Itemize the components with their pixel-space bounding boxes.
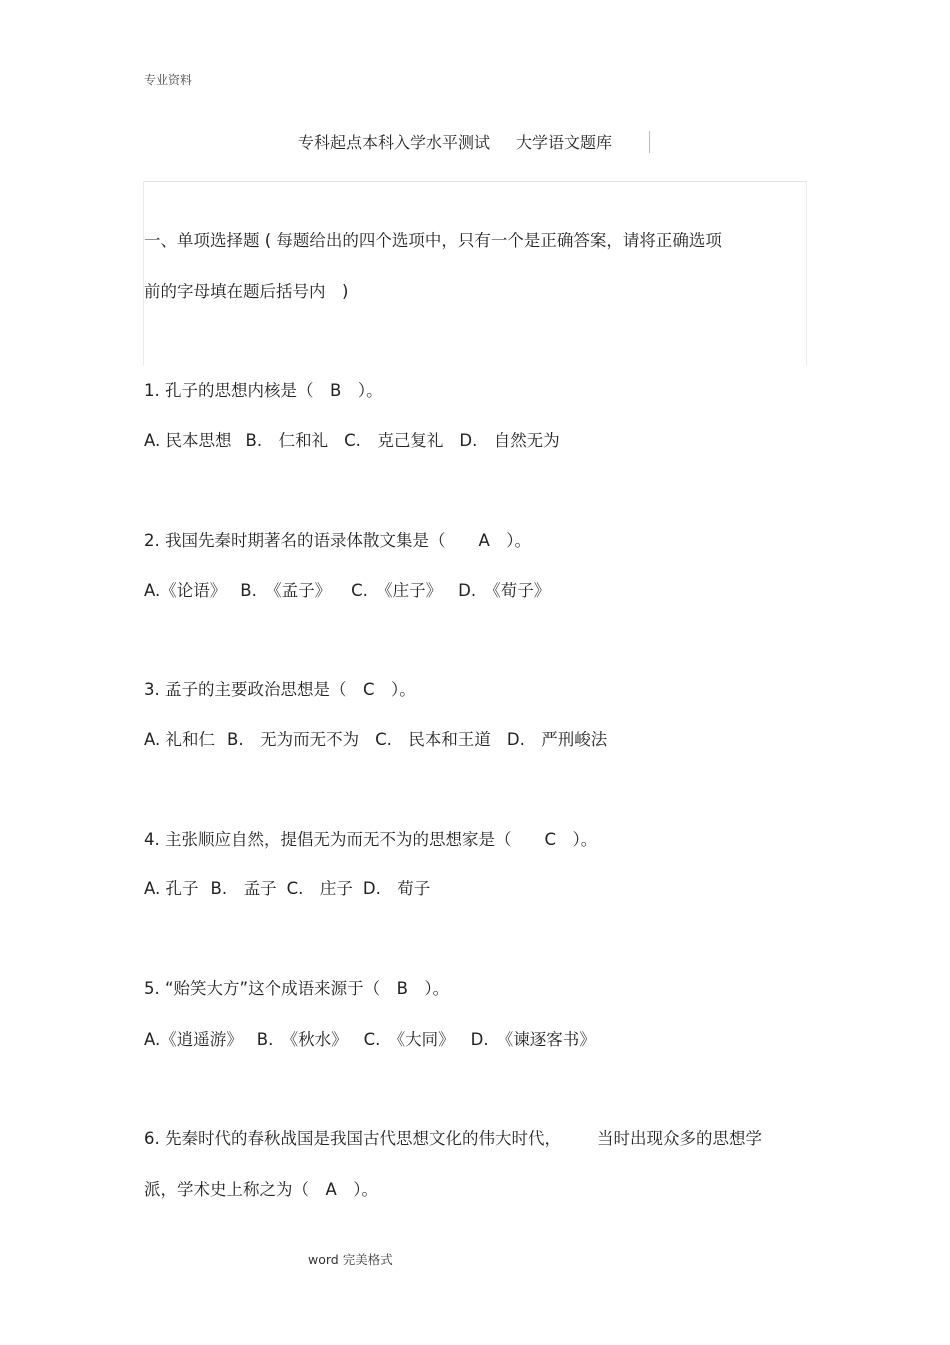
question-stem-text: 5. “贻笑大方”这个成语来源于（ [144, 979, 397, 998]
question-stem-text: 3. 孟子的主要政治思想是（ [144, 680, 363, 699]
option-b: B. 仁和礼 [245, 431, 329, 450]
option-c: C. 庄子 [286, 879, 353, 898]
option-c: C. 《庄子》 [351, 581, 443, 600]
question-1-options [144, 429, 560, 453]
question-stem-text: 2. 我国先秦时期著名的语录体散文集是（ [144, 531, 479, 550]
question-answer: A [325, 1180, 337, 1199]
option-a: A. 孔子 [144, 879, 199, 898]
option-a: A.《论语》 [144, 581, 227, 600]
section-frame-right [806, 181, 807, 366]
question-stem-text: 4. 主张顺应自然，提倡无为而无不为的思想家是（ [144, 830, 545, 849]
question-stem-tail: ）。 [407, 979, 450, 998]
question-5-stem [144, 977, 449, 1001]
option-c: C. 《大同》 [363, 1030, 455, 1049]
question-stem-text: 6. 先秦时代的春秋战国是我国古代思想文化的伟大时代， [144, 1129, 561, 1148]
option-b: B. 孟子 [210, 879, 277, 898]
question-answer: C [544, 830, 557, 849]
question-1-stem [144, 379, 383, 403]
option-b: B. 无为而无不为 [227, 730, 360, 749]
option-d: D. 荀子 [362, 879, 431, 898]
page-footer: word 完美格式 [308, 1252, 393, 1267]
question-stem-text: 派，学术史上称之为（ [144, 1180, 326, 1199]
question-6-stem-line-2 [144, 1178, 378, 1202]
section-frame-top [143, 181, 807, 182]
section-instruction-line-2: 前的字母填在题后括号内 ) [144, 282, 349, 301]
question-stem-tail: ）。 [556, 830, 598, 849]
question-5-options [144, 1028, 596, 1052]
question-2-options [144, 579, 550, 603]
question-stem-text: 1. 孔子的思想内核是（ [144, 381, 330, 400]
question-answer: B [330, 381, 342, 400]
question-stem-tail: ）。 [489, 531, 532, 550]
question-3-stem [144, 678, 416, 702]
question-stem-tail: ）。 [336, 1180, 379, 1199]
document-title [298, 130, 612, 153]
question-answer: B [396, 979, 408, 998]
option-d: D. 自然无为 [459, 431, 560, 450]
page-header: 专业资料 [144, 73, 193, 87]
question-stem-tail: ）。 [341, 381, 383, 400]
option-d: D. 《谏逐客书》 [470, 1030, 596, 1049]
option-b: B. 《秋水》 [256, 1030, 348, 1049]
question-stem-text-continued: 当时出现众多的思想学 [597, 1129, 762, 1148]
question-4-options [144, 877, 430, 901]
option-a: A.《逍遥游》 [144, 1030, 243, 1049]
option-c: C. 民本和王道 [375, 730, 491, 749]
question-4-stem [144, 828, 597, 852]
question-stem-tail: ）。 [374, 680, 416, 699]
question-answer: A [478, 531, 490, 550]
option-a: A. 礼和仁 [144, 730, 215, 749]
option-d: D. 《荀子》 [458, 581, 551, 600]
title-part-1: 专科起点本科入学水平测试 [298, 133, 491, 152]
section-frame-left [143, 181, 144, 366]
question-3-options [144, 728, 607, 752]
title-divider [649, 131, 650, 153]
section-instruction-line-1: 一、单项选择题 ( 每题给出的四个选项中，只有一个是正确答案，请将正确选项 [144, 231, 722, 250]
question-6-stem-line-1 [144, 1127, 762, 1151]
option-b: B. 《孟子》 [240, 581, 332, 600]
title-part-2: 大学语文题库 [516, 133, 613, 152]
question-answer: C [363, 680, 375, 699]
option-c: C. 克己复礼 [344, 431, 444, 450]
option-a: A. 民本思想 [144, 431, 232, 450]
option-d: D. 严刑峻法 [506, 730, 608, 749]
question-2-stem [144, 529, 531, 553]
